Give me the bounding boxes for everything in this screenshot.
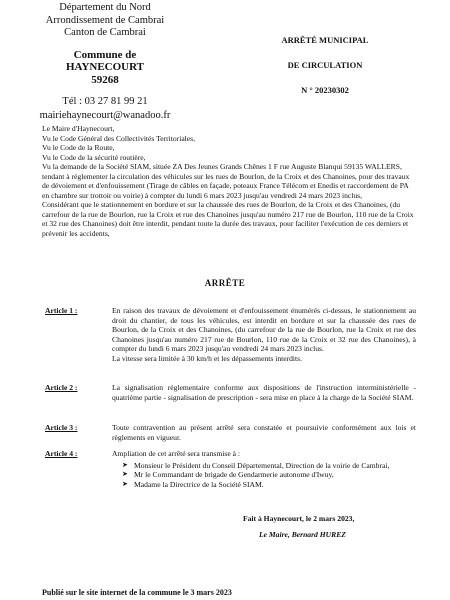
signature-name: Le Maire, Bernard HUREZ [259,530,346,539]
commune-name: HAYNECOURT [65,61,145,73]
decree-title: ARRÊTE [204,278,246,288]
recipient-list [122,461,416,490]
article-3-text: Toute contravention au présent arrêté sera constatée et poursuivie conformément aux lois et règlements en vigueur. [112,423,416,442]
email-address: mairiehaynecourt@wanadoo.fr [39,110,171,121]
article-1-text [112,306,416,363]
article-1-speed: La vitesse sera limitée à 30 km/h et les dépassements interdits. [112,353,303,363]
preamble-line: Vu le Code de la Route, [42,143,115,152]
preamble-line: Le Maire d'Haynecourt, [42,124,115,133]
recipient-text: Monsieur le Président du Conseil Départemental, Direction de la voirie de Cambrai, [134,460,390,470]
commune-postcode: 59268 [91,73,119,86]
signature-place-date: Fait à Haynecourt, le 2 mars 2023, [243,514,355,523]
article-2-label: Article 2 : [45,383,78,392]
header-left-block [30,2,180,123]
arrow-bullet-icon: ➤ [122,460,128,469]
article-4-text [112,449,416,489]
recipient-text: Madame la Directrice de la Société SIAM. [134,479,264,489]
arrow-bullet-icon: ➤ [122,479,128,488]
article-1-body: En raison des travaux de dévoiement et d'enfouissement énumérés ci-dessus, le stationnement au droit du chantier, de tous les véhicules, est interdit en bordure et sur la chaussée des rues de Bourlon, de la Croix et des Chanoines, (du carrefour de la rue de Bourlon, rue la Croix et rue des Chanoines jusqu'au numéro 217 rue de Bourlon, 110 rue de la Croix et 32 rue des Chanoines), à compter du lundi 6 mars 2023 jusqu'au vendredi 24 mars 2023 inclus. [112,306,416,353]
preamble-line: Vu la demande de la Société SIAM, située ZA Des Jeunes Grands Chênes 1 F rue Auguste Blanqui 59135 WALLERS, tendant à réglementer la circulation des véhicules sur les rues de Bourlon, de la Croix et des Chanoines, pour des travaux de dévoiement et d'enfouissement (Tirage de câbles en façade, poteaux France Télécom et Enedis et raccordement de PA en chambre sur trottoir ou voirie) à compter du lundi 6 mars 2023 jusqu'au vendredi 24 mars 2023 inclus, [42,162,410,200]
arrete-number: N ° 20230302 [301,85,349,95]
article-3-label: Article 3 : [45,423,78,432]
article-1-label: Article 1 : [45,306,78,315]
publication-note: Publié sur le site internet de la commune le 3 mars 2023 [42,588,232,597]
contact-block [30,95,180,123]
arrondissement-name: Arrondissement de Cambrai [45,14,165,26]
preamble [42,124,414,238]
article-4-label: Article 4 : [45,449,78,458]
preamble-line: Considérant que le stationnement en bordure et sur la chaussée des rues de Bourlon, de la Croix et des Chanoines, (du carrefour de la rue de Bourlon, rue la Croix et rue des Chanoines jusqu'au numéro 217 rue de Bourlon, 110 rue de la Croix et 32 rue des Chanoines) doit être interdit, pendant toute la durée des travaux, pour faciliter l'exécution de ces derniers et prévenir les accidents, [42,200,414,238]
recipient-text: Mr le Commandant de brigade de Gendarmerie autonome d'Iwuy, [134,470,334,479]
arrete-type-line1: ARRÊTÉ MUNICIPAL [281,35,369,45]
arrow-bullet-icon: ➤ [122,470,128,478]
phone-number: Tél : 03 27 81 99 21 [62,96,148,107]
recipient-item [122,470,416,480]
article-4-intro: Ampliation de cet arrêté sera transmise à : [112,449,240,458]
canton-name: Canton de Cambrai [64,27,146,38]
recipient-item [122,480,416,490]
preamble-line: Vu le Code de la sécurité routière, [42,152,146,162]
article-2-text: La signalisation réglementaire conforme aux dispositions de l'instruction interministérielle - quatrième partie - signalisation de prescription - sera mise en place à la charge de la Société SIAM. [112,383,416,402]
department-name: Département du Nord [59,2,151,13]
commune-block [30,49,180,87]
recipient-item [122,461,416,471]
arrete-type-line2: DE CIRCULATION [287,60,363,70]
preamble-line: Vu le Code Général des Collectivités Territoriales, [42,133,196,143]
commune-label: Commune de [73,48,137,61]
